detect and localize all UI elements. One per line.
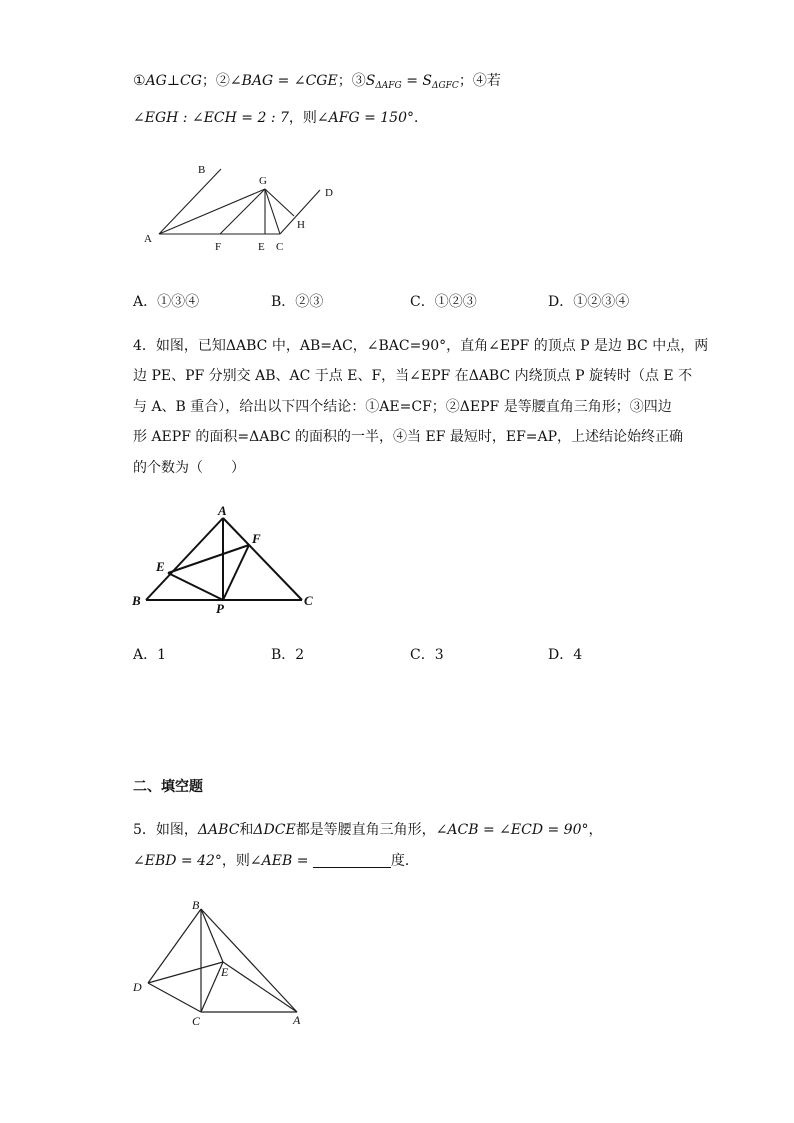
- label-A: A: [293, 1013, 301, 1027]
- q4-text-line2: 边 PE、PF 分别交 AB、AC 于点 E、F，当∠EPF 在ΔABC 内绕顶点 P 旋转时（点 E 不: [133, 368, 693, 384]
- label-C: C: [304, 593, 313, 608]
- q4-option-c[interactable]: C．3: [410, 647, 444, 663]
- label-B: B: [198, 164, 206, 176]
- label-C: C: [276, 241, 284, 253]
- q5-text-line1: 5．如图，ΔABC和ΔDCE都是等腰直角三角形，∠ACB = ∠ECD = 90°，: [133, 822, 603, 838]
- label-B: B: [132, 593, 141, 608]
- label-F: F: [215, 241, 222, 253]
- segment-DC: [148, 983, 201, 1012]
- q3-angle-equality: ∠BAG = ∠CGE: [229, 73, 338, 89]
- label-E: E: [156, 559, 165, 574]
- q5-given-angles: ∠ACB = ∠ECD = 90°: [435, 822, 589, 838]
- q3-conclusions-line2: ∠EGH : ∠ECH = 2 : 7，则∠AFG = 150°．: [133, 110, 428, 126]
- label-H: H: [297, 219, 305, 231]
- segment-BA: [201, 909, 297, 1012]
- segment-DE: [148, 962, 223, 983]
- q4-option-b[interactable]: B．2: [271, 647, 305, 663]
- section-title-fill-in: 二、填空题: [133, 779, 203, 795]
- segment-BD: [148, 909, 201, 983]
- q3-conclusions-line1: ①AG⊥CG；②∠BAG = ∠CGE；$③S_{\Delta AFG} = S_{\Delta GFC}$；④若: [133, 73, 501, 91]
- label-F: F: [252, 531, 261, 546]
- label-A: A: [144, 233, 152, 245]
- q4-text-line5: 的个数为（ ）: [133, 460, 245, 476]
- segment-CE: [201, 962, 223, 1012]
- q3-ag-perp-cg: AG⊥CG: [145, 73, 202, 89]
- q3-circle-1: ①: [133, 73, 146, 89]
- segment-EA: [223, 962, 297, 1012]
- label-A: A: [218, 503, 227, 518]
- label-B: B: [192, 898, 200, 912]
- q4-option-a[interactable]: A．1: [133, 647, 167, 663]
- q5-text-line2: ∠EBD = 42°，则∠AEB = 度．: [133, 853, 419, 869]
- q4-text-line1: 4．如图，已知ΔABC 中，AB=AC，∠BAC=90°，直角∠EPF 的顶点 P 是边 BC 中点，两: [133, 338, 709, 354]
- label-D: D: [133, 980, 142, 994]
- q3-option-a[interactable]: A．①③④: [133, 294, 200, 310]
- q3-option-b[interactable]: B．②③: [271, 294, 324, 310]
- q5-given-ebd: ∠EBD = 42°: [133, 853, 222, 869]
- q3-circle-2: ②: [215, 73, 230, 89]
- label-E: E: [221, 965, 229, 979]
- q4-option-d[interactable]: D．4: [548, 647, 583, 663]
- label-G: G: [259, 175, 267, 187]
- q3-option-c[interactable]: C．①②③: [410, 294, 477, 310]
- label-C: C: [192, 1014, 201, 1028]
- q3-circle-3: ③: [351, 73, 366, 89]
- label-P: P: [216, 601, 224, 616]
- q3-angle-ratio: ∠EGH : ∠ECH = 2 : 7: [133, 110, 289, 126]
- q3-angle-result: ∠AFG = 150°: [316, 110, 414, 126]
- label-D: D: [325, 187, 333, 199]
- q4-text-line4: 形 AEPF 的面积=ΔABC 的面积的一半，④当 EF 最短时，EF=AP，上述结论始终正确: [133, 429, 684, 445]
- label-E: E: [258, 241, 265, 253]
- q4-text-line3: 与 A、B 重合），给出以下四个结论：①AE=CF；②ΔEPF 是等腰直角三角形；③四边: [133, 399, 672, 415]
- segment-BE: [201, 909, 223, 962]
- q3-option-d[interactable]: D．①②③④: [548, 294, 630, 310]
- q3-circle-4: ④: [472, 73, 487, 89]
